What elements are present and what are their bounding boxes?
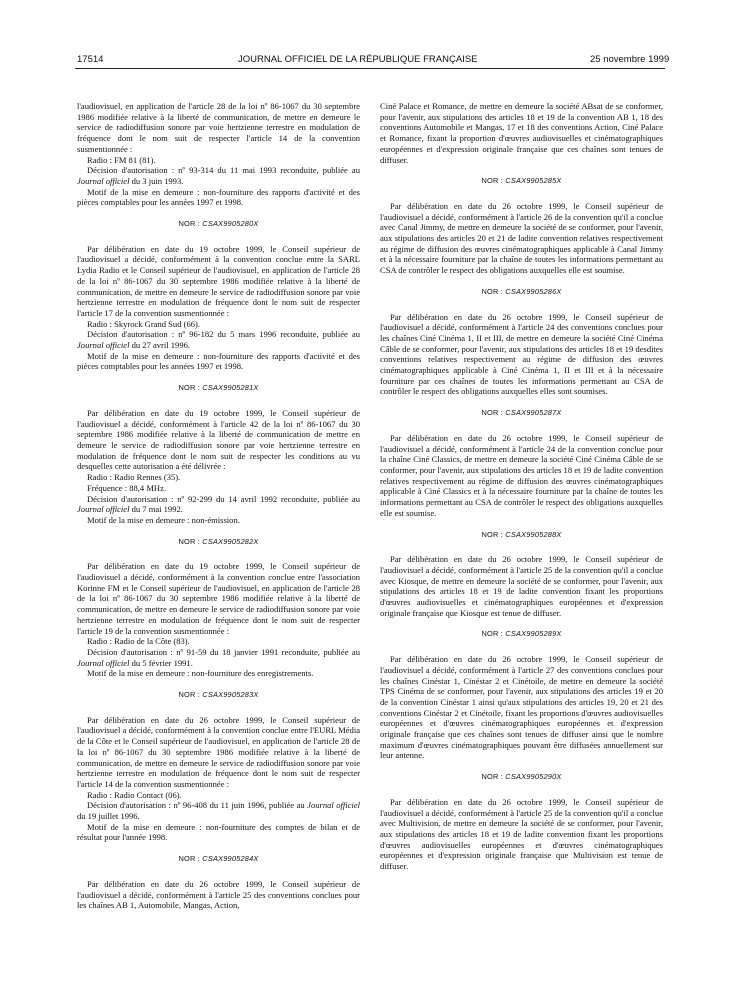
section-284: [77, 854, 360, 911]
right-column: [380, 101, 663, 872]
motif-line: Motif de la mise en demeure : non-fourniture des rapports d'activité et des pièces comptables pour les années 1997 et 1998.: [77, 186, 360, 208]
journal-title: JOURNAL OFFICIEL DE LA RÉPUBLIQUE FRANÇAISE: [238, 54, 478, 65]
decision-line: Décision d'autorisation : nº 91-59 du 18 janvier 1991 reconduite, publiée au Journal officiel du 5 février 1991.: [77, 646, 360, 668]
paragraph: Par délibération en date du 26 octobre 1999, le Conseil supérieur de l'audiovisuel a décidé, conformément à l'article 25 de la convention qu'il a conclue avec Kiosque, de mettre en demeure la société de se conformer, pour l'avenir, aux stipulations des articles 18 et 19 de ladite convention fixant les proportions d'œuvres audiovisuelles et cinématographiques européennes et d'expression originale française que Kiosque est tenue de diffuser.: [380, 554, 663, 618]
motif-line: Motif de la mise en demeure : non-fourniture des rapports d'activité et des pièces comptables pour les années 1997 et 1998.: [77, 350, 360, 372]
section-288: [380, 530, 663, 619]
nor-reference: NOR : CSAX9905285X: [481, 176, 562, 186]
nor-reference: NOR : CSAX9905288X: [481, 529, 562, 539]
radio-line: Radio : Radio Rennes (35).: [87, 472, 181, 483]
nor-reference: NOR : CSAX9905284X: [178, 854, 259, 864]
section-286: [380, 287, 663, 397]
section-intro: [77, 101, 360, 208]
nor-reference: NOR : CSAX9905289X: [481, 629, 562, 639]
section-282: [77, 537, 360, 679]
paragraph: Par délibération en date du 26 octobre 1999, le Conseil supérieur de l'audiovisuel a décidé, conformément à la convention conclue entre l'EURL Média de la Côte et le Conseil supérieur de l'audiovisuel, en application de l'article 28 de la loi nº 86-1067 du 30 septembre 1986 modifiée relative à la liberté de communication, de mettre en demeure le service de radiodiffusion sonore par voie hertzienne terrestre en modulation de fréquence dont le nom suit de respecter l'article 14 de la convention susmentionnée :: [77, 714, 360, 789]
paragraph: Par délibération en date du 26 octobre 1999, le Conseil supérieur de l'audiovisuel a décidé, conformément à l'article 25 de la convention qu'il a conclue avec Multivision, de mettre en demeure la société de se conformer, pour l'avenir, aux stipulations des articles 18 et 19 de ladite convention fixant les proportions d'œuvres audiovisuelles européennes et d'œuvres cinématographiques européennes et d'expression originale française que Multivision est tenue de diffuser.: [380, 796, 663, 872]
paragraph: Par délibération en date du 26 octobre 1999, le Conseil supérieur de l'audiovisuel a décidé, conformément à l'article 24 des conventions conclues pour les chaînes Ciné Cinéma 1, II et III, de mettre en demeure la société Ciné Cinéma Câble de se conformer, pour l'avenir, aux stipulations des articles 18 et 19 desdites conventions relatives respectivement au régime de diffusion des œuvres cinématographiques applicable à Ciné Cinéma 1, II et III et à la nécessaire fourniture par ces chaînes de toutes les informations permettant au CSA de contrôler le respect des obligations auxquelles elles sont soumises.: [380, 311, 663, 397]
motif-line: Motif de la mise en demeure : non-fourniture des comptes de bilan et de résultat pour l'année 1998.: [77, 821, 360, 843]
paragraph: Par délibération en date du 19 octobre 1999, le Conseil supérieur de l'audiovisuel a décidé, conformément à l'article 42 de la loi nº 86-1067 du 30 septembre 1986 modifiée relative à la liberté de communication de mettre en demeure le service de radiodiffusion sonore par voie hertzienne terrestre en modulation de fréquence dont le nom suit de respecter les conditions au vu desquelles cette autorisation a été délivrée :: [77, 407, 360, 472]
paragraph: l'audiovisuel, en application de l'article 28 de la loi nº 86-1067 du 30 septembre 1986 modifiée relative à la liberté de communication, de mettre en demeure le service de radiodiffusion sonore par voie hertzienne terrestre en modulation de fréquence dont le nom suit de respecter l'article 14 de la convention susmentionnée :: [77, 101, 360, 154]
paragraph: Par délibération en date du 19 octobre 1999, le Conseil supérieur de l'audiovisuel a décidé, conformément à la convention conclue entre l'association Korinne FM et le Conseil supérieur de l'audiovisuel, en application de l'article 28 de la loi nº 86-1067 du 30 septembre 1986 modifiée relative à la liberté de communication, de mettre en demeure le service de radiodiffusion sonore par voie hertzienne terrestre en modulation de fréquence dont le nom suit de respecter l'article 19 de la convention susmentionnée :: [77, 561, 360, 636]
nor-reference: NOR : CSAX9905287X: [481, 408, 562, 418]
radio-line: Radio : Radio de la Côte (83).: [87, 636, 190, 647]
section-281: [77, 383, 360, 525]
radio-line: Radio : FM 81 (81).: [87, 154, 156, 165]
paragraph: Ciné Palace et Romance, de mettre en demeure la société ABsat de se conformer, pour l'avenir, aux stipulations des articles 18 et 19 de la convention AB 1, 18 des conventions Automobile et Mangas, 17 et 18 des conventions Action, Ciné Palace et Romance, fixant la proportion d'œuvres audiovisuelles et cinématographiques européennes et d'expression originale française que ces chaînes sont tenues de diffuser.: [380, 101, 663, 165]
page-number: 17514: [77, 54, 104, 65]
nor-reference: NOR : CSAX9905281X: [178, 383, 259, 393]
section-289: [380, 629, 663, 761]
motif-line: Motif de la mise en demeure : non-fourniture des enregistrements.: [87, 668, 314, 679]
paragraph: Par délibération en date du 26 octobre 1999, le Conseil supérieur de l'audiovisuel a décidé, conformément à l'article 26 de la convention qu'il a conclue avec Canal Jimmy, de mettre en demeure la société de se conformer, pour l'avenir, aux stipulations des articles 20 et 21 de ladite convention relatives respectivement au régime de diffusion des œuvres cinématographiques applicable à Canal Jimmy et à la nécessaire fourniture par la chaîne de toutes les informations permettant au CSA de contrôler le respect des obligations auxquelles elle est soumise.: [380, 200, 663, 276]
radio-line: Radio : Skyrock Grand Sud (66).: [87, 318, 200, 329]
nor-reference: NOR : CSAX9905290X: [481, 772, 562, 782]
issue-date: 25 novembre 1999: [590, 54, 670, 65]
header-rule: [75, 68, 665, 69]
nor-reference: NOR : CSAX9905283X: [178, 690, 259, 700]
section-285: [380, 176, 663, 276]
motif-line: Motif de la mise en demeure : non-émission.: [87, 514, 240, 525]
section-290: [380, 772, 663, 872]
left-column: [77, 101, 360, 911]
paragraph: Par délibération en date du 26 octobre 1999, le Conseil supérieur de l'audiovisuel a décidé, conformément à l'article 27 des conventions conclues pour les chaînes Cinéstar 1, Cinéstar 2 et Cinétoile, de mettre en demeure la société TPS Cinéma de se conformer, pour l'avenir, aux stipulations des articles 19 et 20 de la convention Cinéstar 1 ainsi qu'aux stipulations des articles 19, 20 et 21 des conventions Cinéstar 2 et Cinétoile, fixant les proportions d'œuvres audiovisuelles européennes et d'œuvres cinématographiques européennes et d'expression originale française que ces chaînes sont tenues de diffuser ainsi que le nombre maximum d'œuvres cinématographiques pouvant être diffusées annuellement sur leur antenne.: [380, 654, 663, 761]
nor-reference: NOR : CSAX9905286X: [481, 286, 562, 296]
section-283: [77, 690, 360, 843]
nor-reference: NOR : CSAX9905282X: [178, 536, 259, 546]
paragraph: Par délibération en date du 26 octobre 1999, le Conseil supérieur de l'audiovisuel a décidé, conformément à l'article 25 des conventions conclues pour les chaînes AB 1, Automobile, Mangas, Action,: [77, 878, 360, 911]
section-287: [380, 408, 663, 518]
decision-line: Décision d'autorisation : nº 92-299 du 14 avril 1992 reconduite, publiée au Journal officiel du 7 mai 1992.: [77, 493, 360, 515]
decision-line: Décision d'autorisation : nº 96-408 du 11 juin 1996, publiée au Journal officiel du 19 juillet 1996.: [77, 800, 360, 822]
nor-reference: NOR : CSAX9905280X: [178, 219, 259, 229]
frequency-line: Fréquence : 88,4 MHz.: [87, 482, 167, 493]
decision-line: Décision d'autorisation : nº 93-314 du 11 mai 1993 reconduite, publiée au Journal officiel du 3 juin 1993.: [77, 165, 360, 186]
paragraph: Par délibération en date du 26 octobre 1999, le Conseil supérieur de l'audiovisuel a décidé, conformément à l'article 24 de la convention conclue pour la chaîne Ciné Classics, de mettre en demeure la société Ciné Cinéma Câble de se conformer, pour l'avenir, aux stipulations des articles 18 et 19 de ladite convention relatives respectivement au régime de diffusion des œuvres cinématographiques applicable à Ciné Classics et à la nécessaire fourniture par la chaîne de toutes les informations permettant au CSA de contrôler le respect des obligations auxquelles elle est soumise.: [380, 432, 663, 518]
section-280: [77, 219, 360, 372]
decision-line: Décision d'autorisation : nº 96-182 du 5 mars 1996 reconduite, publiée au Journal officiel du 27 avril 1996.: [77, 329, 360, 351]
radio-line: Radio : Radio Contact (06).: [87, 789, 182, 800]
paragraph: Par délibération en date du 19 octobre 1999, le Conseil supérieur de l'audiovisuel a décidé, conformément à la convention conclue entre la SARL Lydia Radio et le Conseil supérieur de l'audiovisuel, en application de l'article 28 de la loi nº 86-1067 du 30 septembre 1986 modifiée relative à la liberté de communication, de mettre en demeure le service de radiodiffusion sonore par voie hertzienne terrestre en modulation de fréquence dont le nom suit de respecter l'article 17 de la convention susmentionnée :: [77, 243, 360, 318]
